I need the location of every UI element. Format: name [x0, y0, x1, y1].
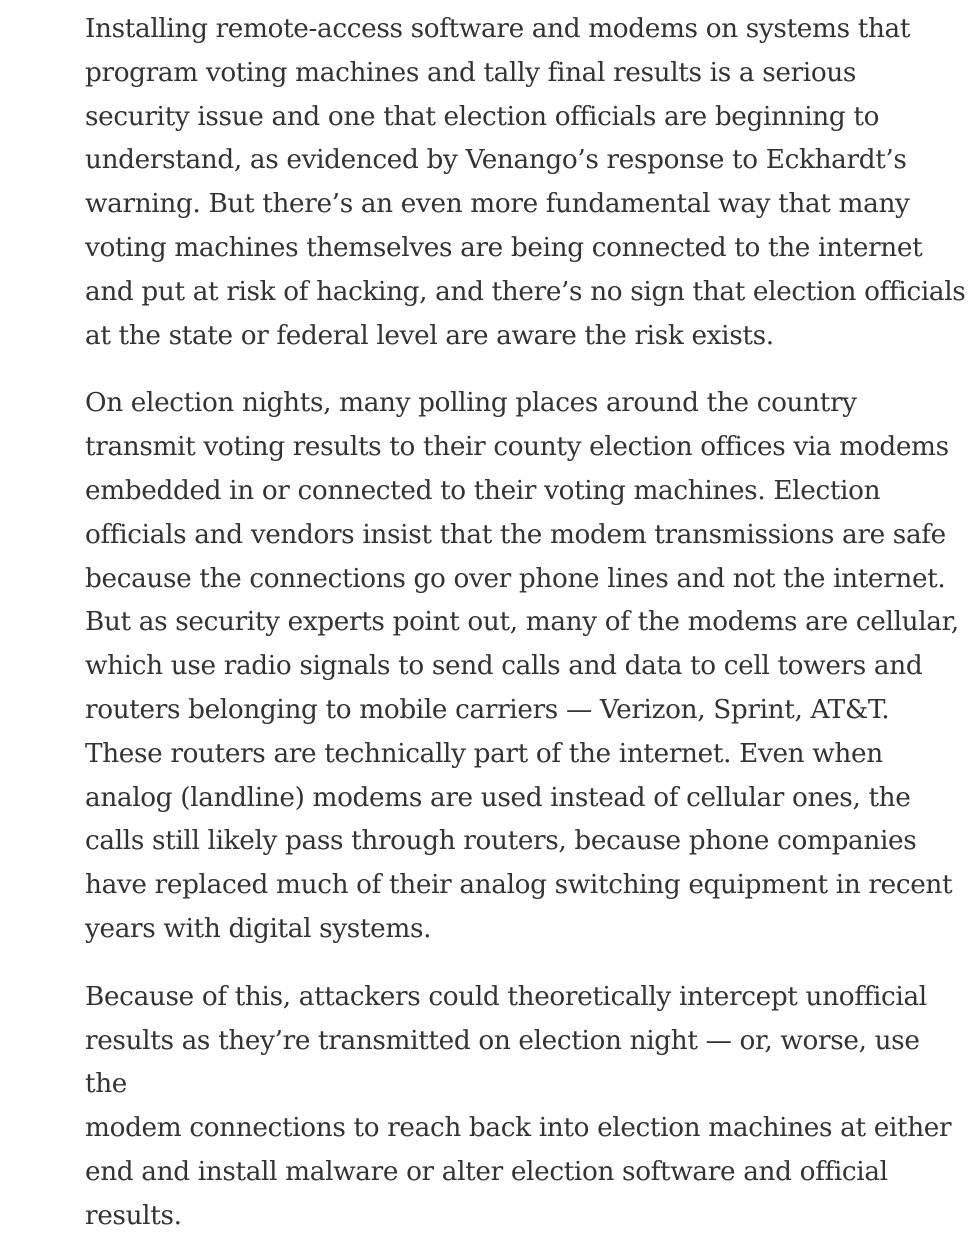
- article-paragraph-2: On election nights, many polling places around the country transmit voting results to their county election offices via modems embedded in or connected to their voting machines. Election officials and vendors insist that the modem transmissions are safe because the connections go over phone lines and not the internet. But as security experts point out, many of the modems are cellular, which use radio signals to send calls and data to cell towers and routers belonging to mobile carriers — Verizon, Sprint, AT&T. These routers are technically part of the internet. Even when analog (landline) modems are used instead of cellular ones, the calls still likely pass through routers, because phone companies have replaced much of their analog switching equipment in recent years with digital systems.: [85, 388, 959, 944]
- article-paragraph-1: Installing remote-access software and modems on systems that program voting machines and tally final results is a serious security issue and one that election officials are beginning to understand, as evidenced by Venango’s response to Eckhardt’s warning. But there’s an even more fundamental way that many voting machines themselves are being connected to the internet and put at risk of hacking, and there’s no sign that election officials at the state or federal level are aware the risk exists.: [85, 14, 966, 351]
- article-paragraph-3: Because of this, attackers could theoretically intercept unofficial results as they’re transmitted on election night — or, worse, use the modem connections to reach back into election machines at either end and install malware or alter election software and official results.: [85, 981, 952, 1231]
- article-body: [85, 8, 969, 1239]
